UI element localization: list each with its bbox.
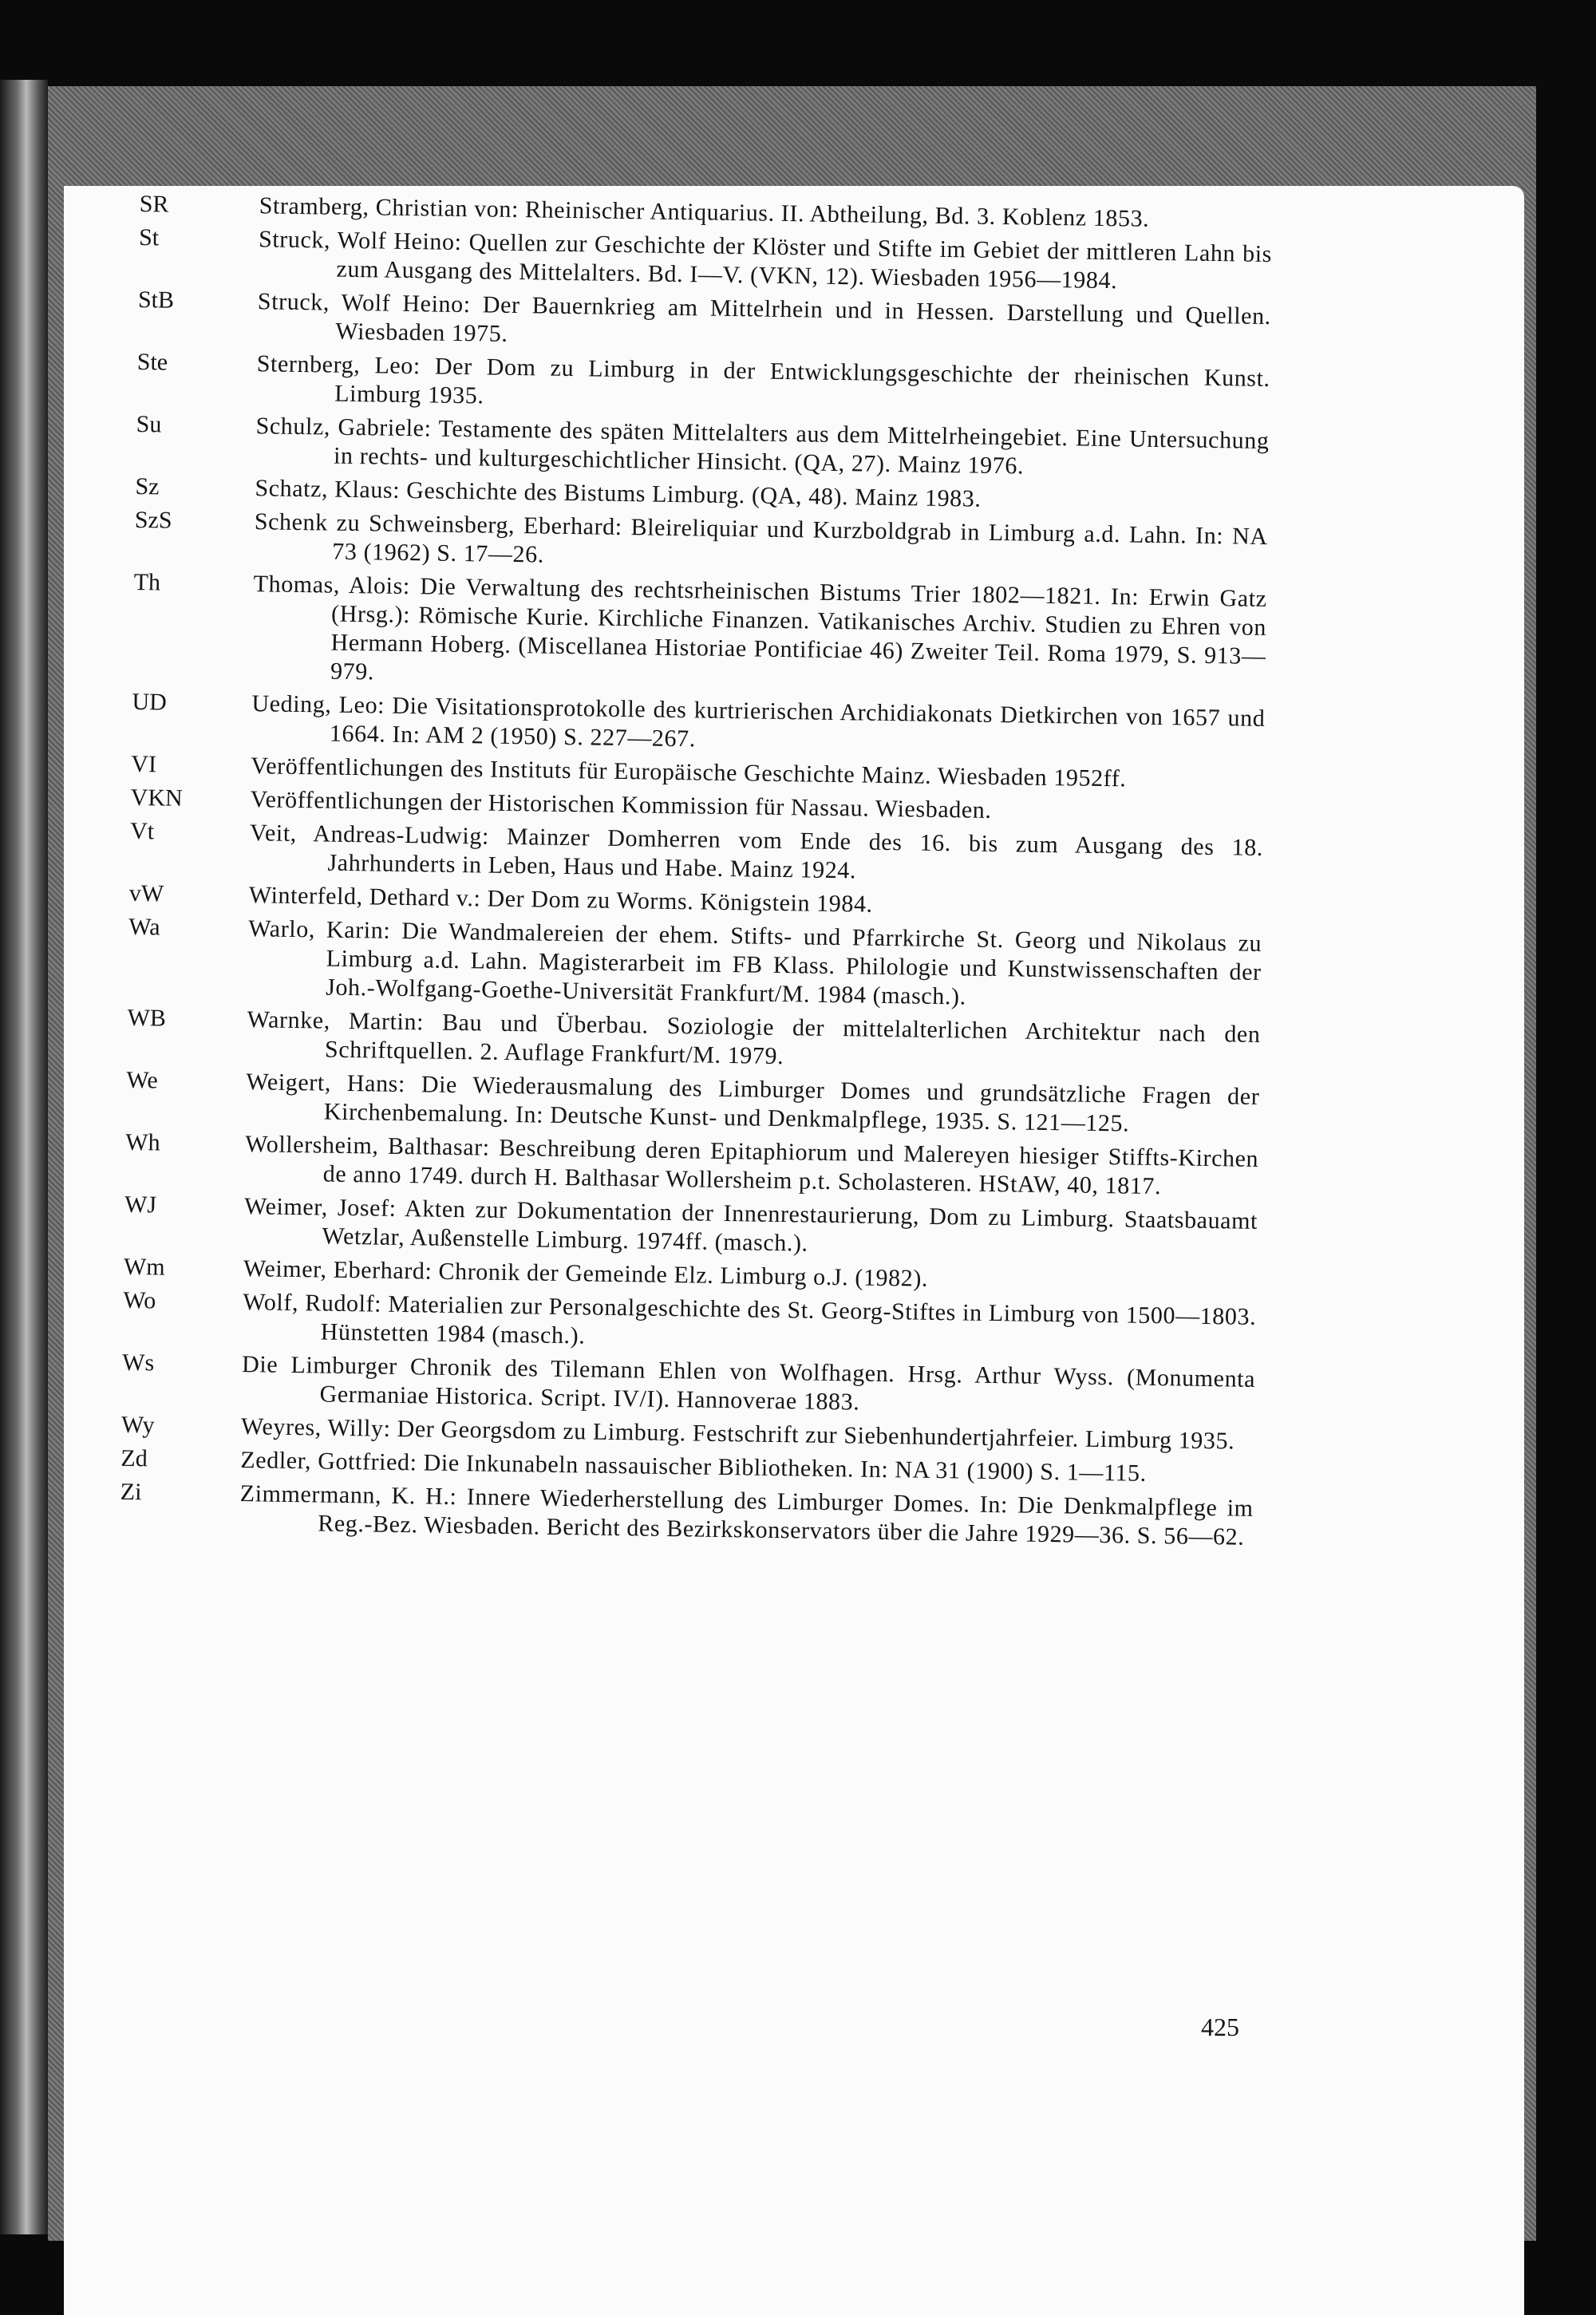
entry-citation: Veit, Andreas-Ludwig: Mainzer Domherren vom Ende des 16. bis zum Ausgang des 18. Jahrhunderts in Leben, Haus und Habe. Mainz 1924. (249, 820, 1264, 884)
list-item (126, 1066, 1260, 1140)
entry-citation: Zimmermann, K. H.: Innere Wiederherstellung des Limburger Domes. In: Die Denkmalpflege im Reg.-Bez. Wiesbaden. Bericht des Bezirkskonservators über die Jahre 1929—36. S. 56—62. (239, 1480, 1254, 1551)
entry-abbreviation: Zd (120, 1444, 148, 1472)
entry-citation: Warlo, Karin: Die Wandmalereien der ehem. Stifts- und Pfarrkirche St. Georg und Nikolaus zu Limburg a.d. Lahn. Magisterarbeit im FB Klass. Philologie und Kunstwissenschaften der Joh.-Wolfgang-Goethe-Universität Frankfurt/M. 1984 (masch.). (248, 915, 1262, 1010)
entry-citation: Struck, Wolf Heino: Der Bauernkrieg am Mittelrhein und in Hessen. Darstellung und Quellen. Wiesbaden 1975. (257, 288, 1272, 347)
entry-abbreviation: SzS (134, 506, 172, 534)
entry-citation: Schulz, Gabriele: Testamente des späten Mittelalters aus dem Mittelrheingebiet. Eine Untersuchung in rechts- und kulturgeschichtlicher Hinsicht. (QA, 27). Mainz 1976. (255, 413, 1270, 480)
list-item (137, 286, 1271, 360)
list-item (124, 1191, 1258, 1265)
list-item (134, 506, 1268, 580)
entry-abbreviation: VI (131, 750, 157, 778)
entry-citation: Weyres, Willy: Der Georgsdom zu Limburg. Festschrift zur Siebenhundertjahrfeier. Limburg 1935. (240, 1413, 1235, 1455)
entry-abbreviation: Wh (125, 1128, 160, 1156)
entry-citation: Schenk zu Schweinsberg, Eberhard: Bleireliquiar und Kurzboldgrab in Limburg a.d. Lahn. In: NA 73 (1962) S. 17—26. (254, 508, 1268, 568)
list-item (136, 348, 1270, 422)
entry-citation: Weimer, Josef: Akten zur Dokumentation der Innenrestaurierung, Dom zu Limburg. Staatsbauamt Wetzlar, Außenstelle Limburg. 1974ff. (masch.). (243, 1193, 1258, 1257)
list-item (124, 1128, 1258, 1203)
entry-citation: Stramberg, Christian von: Rheinischer Antiquarius. II. Abtheilung, Bd. 3. Koblenz 1853. (259, 192, 1150, 232)
entry-citation: Struck, Wolf Heino: Quellen zur Geschichte der Klöster und Stifte im Gebiet der mittleren Lahn bis zum Ausgang des Mittelalters. Bd. I—V. (VKN, 12). Wiesbaden 1956—1984. (258, 226, 1273, 294)
entry-abbreviation: WB (127, 1004, 167, 1032)
entry-citation: Zedler, Gottfried: Die Inkunabeln nassauischer Bibliotheken. In: NA 31 (1900) S. 1—115. (240, 1447, 1148, 1487)
entry-abbreviation: Su (136, 410, 162, 438)
entry-citation: Weimer, Eberhard: Chronik der Gemeinde Elz. Limburg o.J. (1982). (243, 1255, 929, 1292)
entry-citation: Wollersheim, Balthasar: Beschreibung deren Epitaphiorum und Malereyen hiesiger Stiffts-Kirchen de anno 1749. durch H. Balthasar Wollersheim p.t. Scholasteren. HStAW, 40, 1817. (245, 1131, 1259, 1200)
list-item (120, 1478, 1254, 1552)
entry-abbreviation: Sz (135, 472, 160, 500)
entry-abbreviation: SR (139, 190, 169, 218)
entry-citation: Thomas, Alois: Die Verwaltung des rechtsrheinischen Bistums Trier 1802—1821. In: Erwin Gatz (Hrsg.): Römische Kurie. Kirchliche Finanzen. Vatikanisches Archiv. Studien zu Ehren von Hermann Hoberg. (Miscellanea Historiae Pontificiae 46) Zweiter Teil. Roma 1979, S. 913—979. (253, 571, 1267, 685)
entry-abbreviation: Wm (123, 1253, 165, 1281)
list-item (132, 688, 1266, 762)
entry-abbreviation: Zi (120, 1478, 142, 1506)
entry-abbreviation: Wa (128, 913, 160, 941)
page-number: 425 (1201, 2013, 1239, 2041)
list-item (123, 1286, 1257, 1361)
entry-abbreviation: We (126, 1066, 158, 1094)
list-item (127, 1004, 1261, 1078)
entry-abbreviation: StB (137, 286, 175, 314)
entry-abbreviation: VKN (130, 784, 183, 812)
entry-citation: Veröffentlichungen des Instituts für Europäische Geschichte Mainz. Wiesbaden 1952ff. (251, 753, 1127, 792)
entry-citation: Ueding, Leo: Die Visitationsprotokolle des kurtrierischen Archidiakonats Dietkirchen von 1657 und 1664. In: AM 2 (1950) S. 227—267. (251, 690, 1266, 753)
entry-citation: Die Limburger Chronik des Tilemann Ehlen von Wolfhagen. Hrsg. Arthur Wyss. (Monumenta Germaniae Historica. Script. IV/I). Hannoverae 1883. (241, 1351, 1256, 1416)
entry-abbreviation: Ws (121, 1349, 155, 1377)
entry-citation: Sternberg, Leo: Der Dom zu Limburg in der Entwicklungsgeschichte der rheinischen Kunst. Limburg 1935. (256, 350, 1270, 409)
entry-citation: Wolf, Rudolf: Materialien zur Personalgeschichte des St. Georg-Stiftes in Limburg von 1500—1803. Hünstetten 1984 (masch.). (243, 1289, 1257, 1349)
abbreviation-list (120, 190, 1273, 1557)
entry-citation: Warnke, Martin: Bau und Überbau. Soziologie der mittelalterlichen Architektur nach den Schriftquellen. 2. Auflage Frankfurt/M. 1979. (247, 1006, 1261, 1070)
list-item (132, 568, 1267, 700)
list-item (129, 817, 1263, 891)
list-item (128, 913, 1262, 1016)
list-item (121, 1349, 1255, 1423)
entry-abbreviation: UD (132, 688, 168, 716)
entry-abbreviation: Wo (123, 1286, 156, 1314)
entry-citation: Winterfeld, Dethard v.: Der Dom zu Worms. Königstein 1984. (248, 882, 873, 918)
entry-abbreviation: Th (133, 568, 161, 596)
entry-abbreviation: St (138, 223, 160, 251)
entry-citation: Veröffentlichungen der Historischen Kommission für Nassau. Wiesbaden. (250, 786, 992, 824)
entry-abbreviation: Ste (136, 348, 168, 376)
entry-abbreviation: vW (128, 879, 164, 907)
book-spine (0, 80, 48, 2234)
list-item (138, 223, 1272, 298)
entry-citation: Weigert, Hans: Die Wiederausmalung des Limburger Domes und grundsätzliche Fragen der Kirchenbemalung. In: Deutsche Kunst- und Denkmalpflege, 1935. S. 121—125. (246, 1069, 1260, 1137)
entry-abbreviation: Wy (120, 1411, 155, 1439)
entry-abbreviation: WJ (124, 1191, 157, 1219)
list-item (136, 410, 1270, 484)
entry-citation: Schatz, Klaus: Geschichte des Bistums Limburg. (QA, 48). Mainz 1983. (255, 475, 982, 512)
entry-abbreviation: Vt (129, 817, 155, 845)
